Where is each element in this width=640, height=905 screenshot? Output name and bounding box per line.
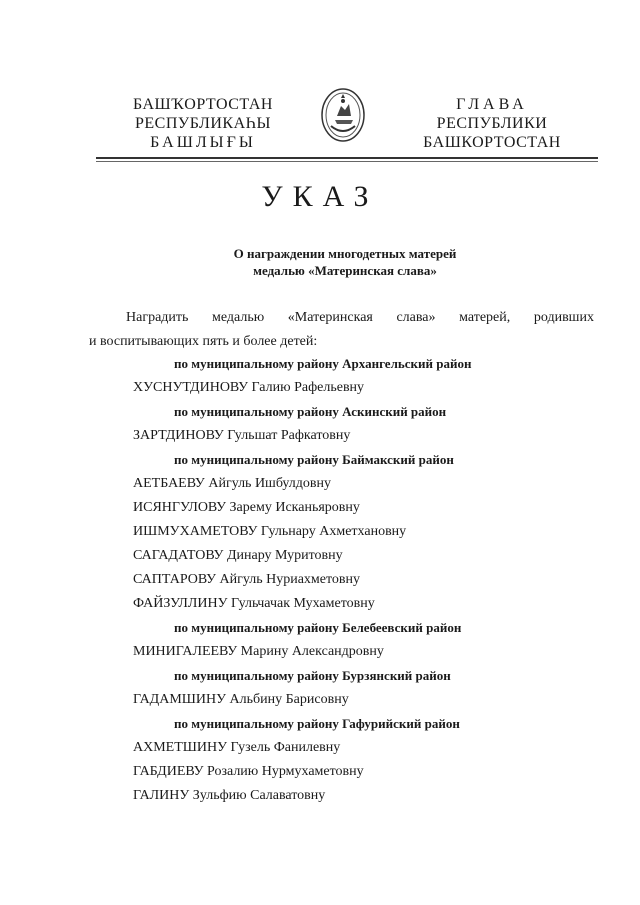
intro-word: «Материнская [287, 310, 373, 325]
district-heading: по муниципальному району Гафурийский район [174, 716, 460, 731]
awardee-name: МИНИГАЛЕЕВУ Марину Александровну [133, 644, 384, 659]
awardee-name: ГАДАМШИНУ Альбину Барисовну [133, 692, 349, 707]
intro-word: родивших [533, 310, 594, 325]
awardee-name: ГАБДИЕВУ Розалию Нурмухаметовну [133, 764, 364, 779]
intro-word: Наградить [126, 310, 189, 325]
intro-line-2: и воспитывающих пять и более детей: [89, 334, 318, 349]
intro-word: медалью [212, 310, 265, 325]
header-right-line-3: БАШКОРТОСТАН [423, 134, 561, 151]
header-left-line-2: РЕСПУБЛИКАҺЫ [135, 115, 271, 132]
intro-line-1 [126, 310, 594, 326]
district-heading: по муниципальному району Белебеевский район [174, 620, 462, 635]
header-left-line-1: БАШҠОРТОСТАН [133, 96, 273, 113]
awardee-name: САПТАРОВУ Айгуль Нуриахметовну [133, 572, 361, 587]
district-heading: по муниципальному району Архангельский район [174, 356, 472, 371]
document-subject [160, 245, 530, 279]
intro-word: слава» [396, 310, 436, 325]
awardee-name: ФАЙЗУЛЛИНУ Гульчачак Мухаметовну [133, 596, 375, 611]
header-divider-thick [96, 157, 598, 159]
district-heading: по муниципальному району Аскинский район [174, 404, 447, 419]
header-left-block [118, 95, 288, 152]
header-right-line-2: РЕСПУБЛИКИ [436, 115, 548, 132]
header-right-line-1: ГЛАВА [456, 96, 528, 113]
subject-line-1: О награждении многодетных матерей [233, 246, 457, 261]
subject-line-2: медалью «Материнская слава» [253, 263, 437, 278]
awardee-name: ЗАРТДИНОВУ Гульшат Рафкатовну [133, 428, 351, 443]
awardee-name: ГАЛИНУ Зульфию Салаватовну [133, 788, 326, 803]
header-divider-thin [96, 161, 598, 162]
document-title: УКАЗ [261, 180, 379, 213]
awardee-name: АЕТБАЕВУ Айгуль Ишбулдовну [133, 476, 332, 491]
coat-of-arms-emblem-icon [319, 86, 367, 144]
awardee-name: ИШМУХАМЕТОВУ Гульнару Ахметхановну [133, 524, 407, 539]
district-heading: по муниципальному району Баймакский район [174, 452, 454, 467]
intro-word: матерей, [459, 310, 511, 325]
header-right-block [412, 95, 572, 152]
awardee-name: САГАДАТОВУ Динару Муритовну [133, 548, 343, 563]
district-heading: по муниципальному району Бурзянский район [174, 668, 451, 683]
awardee-name: АХМЕТШИНУ Гузель Фанилевну [133, 740, 341, 755]
awardee-name: ХУСНУТДИНОВУ Галию Рафельевну [133, 380, 365, 395]
awardee-name: ИСЯНГУЛОВУ Зарему Исканьяровну [133, 500, 360, 515]
header-left-line-3: БАШЛЫҒЫ [150, 134, 256, 151]
